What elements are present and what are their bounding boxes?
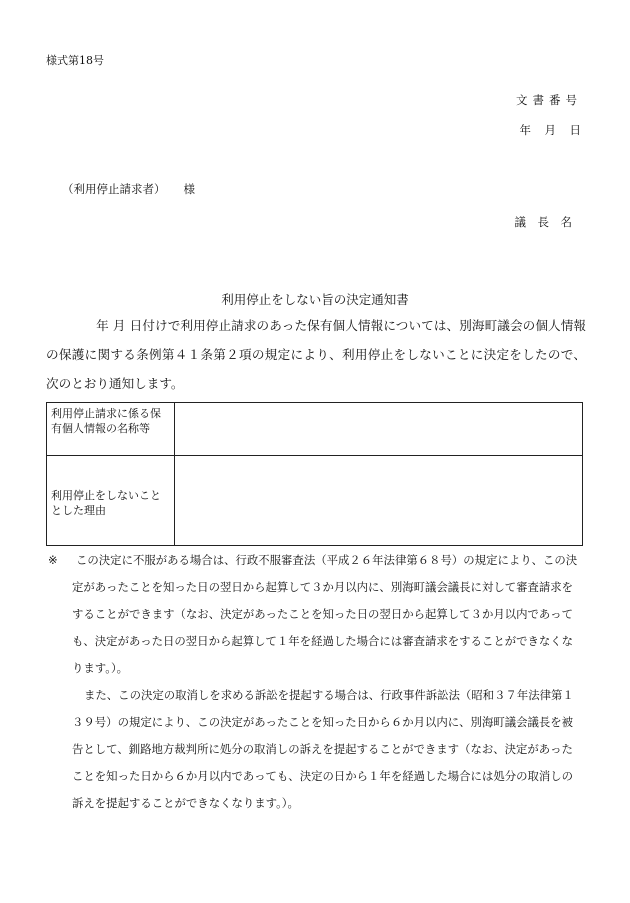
- addressee-line: [62, 181, 195, 197]
- notes: [48, 547, 584, 817]
- note-1: [48, 547, 584, 682]
- document-number-label: 文書番号: [516, 93, 582, 107]
- form-number: 様式第18号: [46, 54, 104, 67]
- body-paragraph: 年 月 日付けで利用停止請求のあった保有個人情報については、別海町議会の個人情報の保護に関する条例第４１条第２項の規定により、利用停止をしないことに決定をしたので、次のとおり通知します。: [46, 318, 586, 391]
- row2-label: 利用停止をしないこととした理由: [47, 456, 175, 546]
- note-2: また、この決定の取消しを求める訴訟を提起する場合は、行政事件訴訟法（昭和３７年法律第１３９号）の規定により、この決定があったことを知った日から６か月以内に、別海町議会議長を被告として、釧路地方裁判所に処分の取消しの訴えを提起することができます（なお、決定があったことを知った日から６か月以内であっても、決定の日から１年を経過した場合には処分の取消しの訴えを提起することができなくなります。）。: [72, 688, 574, 810]
- info-table: [46, 402, 583, 546]
- table-row: [47, 456, 583, 546]
- table-row: [47, 403, 583, 456]
- note-1-text: この決定に不服がある場合は、行政不服審査法（平成２６年法律第６８号）の規定により、この決定があったことを知った日の翌日から起算して３か月以内に、別海町議会議長に対して審査請求をすることができます（なお、決定があったことを知った日の翌日から起算して３か月以内であっても、決定があった日の翌日から起算して１年を経過した場合には審査請求をすることができなくなります。）。: [72, 553, 578, 675]
- row1-label: 利用停止請求に係る保有個人情報の名称等: [47, 403, 175, 456]
- body-text: [46, 311, 586, 398]
- honorific: 様: [183, 182, 195, 196]
- chair-name-label: 議 長 名: [514, 215, 572, 229]
- row2-value[interactable]: [175, 456, 583, 546]
- date-label: 年 月 日: [519, 123, 582, 137]
- row1-value[interactable]: [175, 403, 583, 456]
- addressee: （利用停止請求者）: [62, 182, 166, 196]
- document-title: 利用停止をしない旨の決定通知書: [221, 292, 409, 307]
- note-mark: ※: [48, 553, 58, 567]
